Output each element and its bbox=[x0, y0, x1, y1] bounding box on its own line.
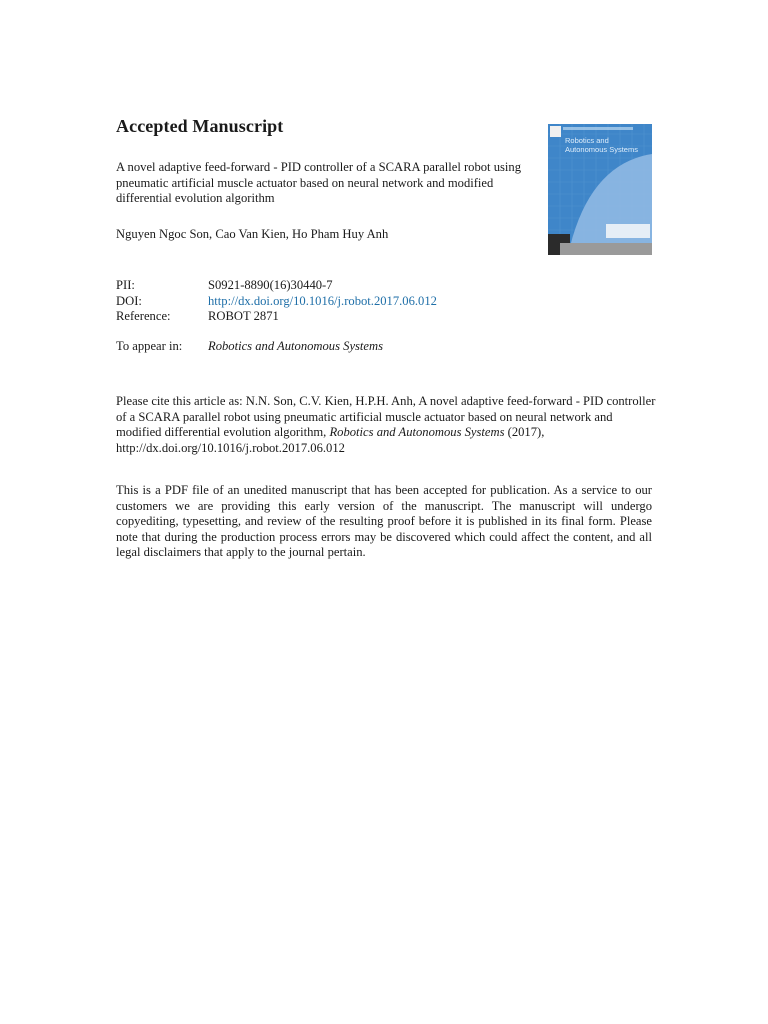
reference-label: Reference: bbox=[116, 309, 171, 324]
manuscript-heading: Accepted Manuscript bbox=[116, 116, 284, 136]
pii-label: PII: bbox=[116, 278, 135, 292]
doi-row bbox=[116, 294, 437, 310]
citation-paragraph bbox=[116, 394, 656, 456]
cover-arc bbox=[568, 154, 652, 255]
reference-value: ROBOT 2871 bbox=[208, 309, 279, 324]
cover-title-line2: Autonomous Systems bbox=[565, 144, 638, 154]
pii-row bbox=[116, 278, 437, 294]
appear-in-label: To appear in: bbox=[116, 339, 183, 353]
article-title: A novel adaptive feed-forward - PID controller of a SCARA parallel robot using pneumatic artificial muscle actuator based on neural network and modified differential evolution algorithm bbox=[116, 160, 521, 206]
cover-label-box bbox=[606, 224, 650, 238]
citation-journal: Robotics and Autonomous Systems bbox=[329, 425, 505, 440]
cover-title-line1: Robotics and bbox=[565, 136, 609, 145]
journal-name: Robotics and Autonomous Systems bbox=[208, 339, 384, 353]
disclaimer-paragraph: This is a PDF file of an unedited manuscript that has been accepted for publication. As a service to our customers we are providing this early version of the manuscript. The manuscript will undergo copyediting, typesetting, and review of the resulting proof before it is published in its final form. Please note that during the production process errors may be discovered which could affect the content, and all legal disclaimers that apply to the journal pertain. bbox=[116, 483, 652, 560]
article-metadata bbox=[116, 278, 437, 325]
citation-text: Please cite this article as: N.N. Son, C.V. Kien, H.P.H. Anh, A novel adaptive feed-forward - PID controller of a SCARA parallel robot using pneumatic artificial muscle actuator based on neural network and modified differential evolution algorithm, bbox=[116, 394, 656, 440]
cover-title bbox=[565, 137, 649, 154]
author-list: Nguyen Ngoc Son, Cao Van Kien, Ho Pham Huy Anh bbox=[116, 227, 389, 241]
appear-in-row bbox=[116, 339, 383, 354]
reference-row bbox=[116, 309, 437, 325]
cover-grey-block bbox=[560, 243, 652, 255]
cover-header-strip bbox=[563, 127, 633, 130]
journal-cover-image bbox=[548, 124, 652, 255]
doi-link[interactable]: http://dx.doi.org/10.1016/j.robot.2017.06.012 bbox=[208, 293, 437, 308]
doi-label: DOI: bbox=[116, 293, 142, 308]
pii-value: S0921-8890(16)30440-7 bbox=[208, 278, 333, 292]
publisher-logo-icon bbox=[550, 126, 561, 137]
citation-suffix: (2017), http://dx.doi.org/10.1016/j.robot.2017.06.012 bbox=[116, 425, 545, 455]
